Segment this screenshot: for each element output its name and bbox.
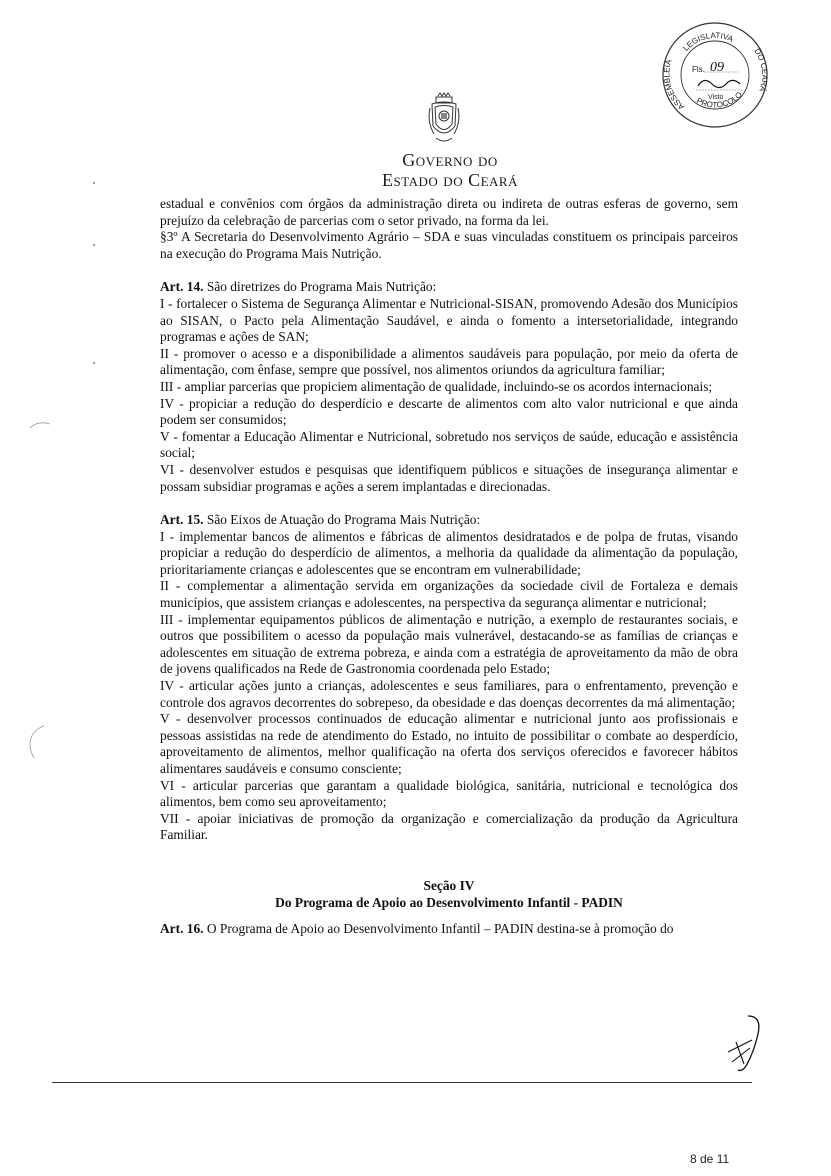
list-item: IV - articular ações junto a crianças, adolescentes e seus familiares, para o enfrentamento, prevenção e controle dos agravos decorrentes do sobrepeso, da obesidade e das doenças decorrentes da má alimentação;	[160, 678, 738, 710]
footer-rule	[52, 1082, 752, 1083]
list-item: VI - desenvolver estudos e pesquisas que identifiquem públicos e situações de insegurança alimentar e possam subsidiar programas e ações a serem implantadas e direcionadas.	[160, 461, 738, 494]
stamp-right-text: DO CEARÁ	[752, 46, 770, 93]
list-item: III - implementar equipamentos públicos de alimentação e nutrição, a exemplo de restaurantes sociais, e outros que possibilitem o acesso da população mais vulnerável, destacando-se as famílias de crianças e adolescentes em situação de extrema pobreza, e ainda com a estratégia de aproveitamento da mão de obra de jovens qualificados na Rede de Gastronomia coordenada pelo Estado;	[160, 611, 738, 677]
initials-signature	[722, 1012, 770, 1076]
stamp-bottom-text: PROTOCOLO	[695, 90, 744, 110]
article-16-paragraph	[160, 921, 738, 938]
coat-of-arms-icon	[424, 92, 464, 150]
section-number: Seção IV	[423, 877, 475, 893]
stamp-visto-label: Visto	[708, 94, 724, 101]
list-item: II - complementar a alimentação servida em organizações da sociedade civil de Fortaleza e demais municípios, que assistem crianças e adolescentes, na perspectiva da segurança alimentar e nutricional;	[160, 578, 738, 611]
article-text: O Programa de Apoio ao Desenvolvimento Infantil – PADIN destina-se à promoção do	[206, 921, 674, 937]
list-item: I - implementar bancos de alimentos e fábricas de alimentos desidratados e de polpa de frutas, visando propiciar a redução do desperdício de alimentos, a melhoria da qualidade da alimentação da população, prioritariamente crianças e adolescentes que se encontram em vulnerabilidade;	[160, 528, 738, 577]
margin-dot	[93, 244, 95, 246]
article-label: Art. 16.	[160, 921, 204, 937]
list-item: IV - propiciar a redução do desperdício e descarte de alimentos com alto valor nutricional e que ainda podem ser consumidos;	[160, 395, 738, 428]
stamp-signature	[698, 80, 740, 87]
margin-dot	[93, 182, 95, 184]
stamp-fls-label: Fls.	[692, 65, 705, 74]
protocol-stamp	[660, 20, 770, 130]
stamp-top-text: LEGISLATIVA	[681, 30, 735, 53]
margin-dot	[93, 362, 95, 364]
list-item: VI - articular parcerias que garantam a qualidade biológica, sanitária, nutricional e tecnológica dos alimentos, bem como seu aproveitamento;	[160, 777, 738, 810]
paragraph: estadual e convênios com órgãos da administração direta ou indireta de outras esferas de governo, sem prejuízo da celebração de parcerias com o setor privado, na forma da lei.	[160, 196, 738, 228]
list-item: I - fortalecer o Sistema de Segurança Alimentar e Nutricional-SISAN, promovendo Adesão dos Municípios ao SISAN, o Pacto pela Alimentação Saudável, e ainda o fomento a intersetorialidade, integrando programas e ações de SAN;	[160, 295, 738, 345]
gov-title-line2-text: ESTADO DO CEARÁ	[382, 170, 518, 190]
list-item: V - fomentar a Educação Alimentar e Nutricional, sobretudo nos serviços de saúde, educação e assistência social;	[160, 428, 738, 461]
gov-title-line1-text: GOVERNO DO	[402, 150, 498, 170]
section-title: Do Programa de Apoio ao Desenvolvimento Infantil - PADIN	[275, 894, 623, 910]
gov-title-line1	[330, 150, 570, 171]
gov-title-line2	[330, 170, 570, 191]
stamp-left-text: ASSEMBLÉIA	[662, 58, 687, 112]
article-text: São Eixos de Atuação do Programa Mais Nutrição:	[206, 512, 481, 528]
article-label: Art. 15.	[160, 512, 204, 528]
paragraph: §3º A Secretaria do Desenvolvimento Agrário – SDA e suas vinculadas constituem os principais parceiros na execução do Programa Mais Nutrição.	[160, 229, 738, 261]
document-body	[160, 196, 738, 938]
list-item: VII - apoiar iniciativas de promoção da organização e comercialização da produção da Agricultura Familiar.	[160, 810, 738, 843]
margin-hole-mark	[24, 722, 54, 762]
list-item: V - desenvolver processos continuados de educação alimentar e nutricional junto aos profissionais e pessoas assistidas na rede de atendimento do Estado, no intuito de possibilitar o combate ao desperdício, aproveitamento de alimentos, melhor qualificação na oferta dos serviços oferecidos e favorecer hábitos alimentares saudáveis e consumo consciente;	[160, 711, 738, 776]
article-14-heading	[160, 279, 738, 296]
article-15-heading	[160, 512, 738, 529]
margin-hole-mark	[28, 418, 58, 438]
svg-text:DO CEARÁ	[752, 47, 769, 93]
list-item: II - promover o acesso e a disponibilidade a alimentos saudáveis para população, por meio da oferta de alimentação, com ênfase, sempre que possível, nos alimentos oriundos da agricultura familiar;	[160, 345, 738, 378]
article-text: São diretrizes do Programa Mais Nutrição:	[206, 279, 437, 295]
page-number: 8 de 11	[690, 1152, 730, 1166]
stamp-fls-value: 09	[710, 60, 724, 75]
article-label: Art. 14.	[160, 279, 204, 295]
list-item: III - ampliar parcerias que propiciem alimentação de qualidade, incluindo-se os acordos internacionais;	[160, 378, 713, 394]
